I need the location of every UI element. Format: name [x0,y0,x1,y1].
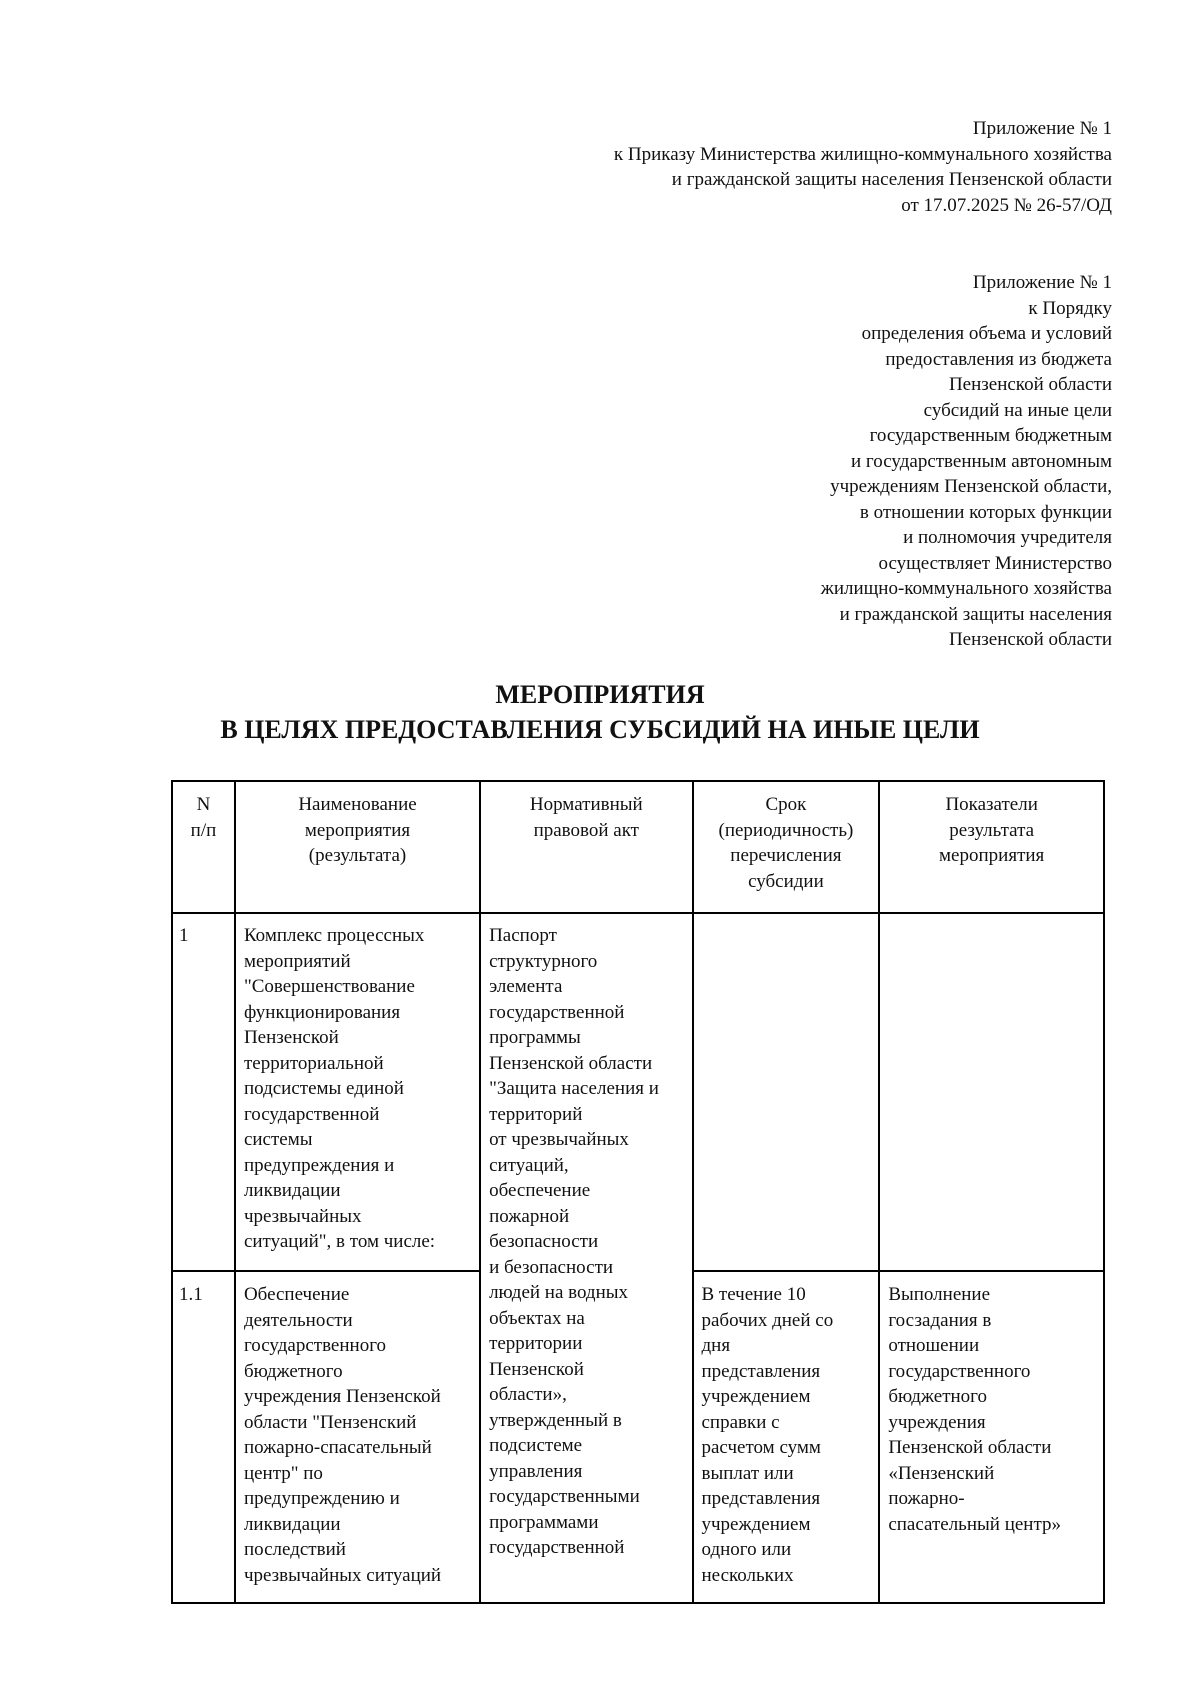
text-line: рабочих дней со [701,1309,834,1331]
text-line: от чрезвычайных [489,1129,629,1150]
text-line: Пензенской области [948,629,1112,650]
text-line: ситуаций, [489,1154,569,1176]
text-line: пожарно-спасательный [243,1437,432,1458]
text-line: Обеспечение [243,1284,350,1305]
text-line: государственного [888,1360,1031,1382]
text-line: территориальной [243,1052,384,1074]
text-line: предупреждению и [243,1488,400,1509]
text-line: субсидий на иные цели [923,399,1112,421]
text-line: "Совершенствование [243,976,415,997]
text-line: программами [489,1511,599,1533]
text-line: Наименование [298,794,417,815]
text-line: выплат или [701,1462,794,1484]
text-line: структурного [489,950,598,972]
text-line: подсистемы единой [243,1078,404,1099]
text-line: предоставления из бюджета [885,348,1112,370]
header-term [693,781,880,913]
text-line: перечисления [730,845,842,866]
text-line: государственной [489,1001,625,1023]
text-line: подсистеме [489,1435,583,1456]
text-line: "Защита населения и [489,1078,659,1099]
text-line: и государственным автономным [851,450,1112,472]
text-line: обеспечение [489,1180,591,1201]
document-title [0,677,1200,747]
text-line: Нормативный [529,794,643,815]
title-line-1: МЕРОПРИЯТИЯ [495,680,705,709]
text-line: программы [489,1027,581,1048]
measures-table [171,780,1105,1604]
text-line: (периодичность) [718,819,854,841]
text-line: Пензенской [243,1027,339,1048]
text-line: представления [701,1488,821,1509]
text-line: ситуаций", в том числе: [243,1231,436,1252]
text-line: объектах на [489,1307,585,1329]
text-line: учреждениям Пензенской области, [830,476,1112,497]
text-line: Показатели [945,794,1038,815]
text-line: чрезвычайных ситуаций [243,1564,442,1586]
text-line: правовой акт [533,819,639,841]
text-line: госзадания в [888,1309,992,1331]
text-line: Приложение № 1 [972,118,1112,139]
text-line: управления [489,1460,583,1482]
text-line: государственной [243,1103,380,1125]
text-line: бюджетного [888,1386,987,1407]
text-line: N [196,794,211,815]
text-line: и гражданской защиты населения Пензенской области [671,169,1112,190]
text-line: представления [701,1360,821,1382]
header-measure-name [235,781,480,913]
text-line: «Пензенский [888,1462,995,1484]
procedure-appendix-note [821,270,1112,653]
text-line: к Приказу Министерства жилищно-коммунального хозяйства [613,143,1112,165]
text-line: жилищно-коммунального хозяйства [820,578,1112,599]
text-line: мероприятия [939,845,1045,866]
text-line: в отношении которых функции [859,501,1112,523]
text-line: бюджетного [243,1360,343,1382]
text-line: мероприятия [304,819,411,841]
text-line: Выполнение [888,1284,991,1305]
text-line: пожарно- [888,1488,965,1509]
row-legal-act [480,913,692,1603]
text-line: Пензенской области [489,1052,653,1074]
text-line: п/п [190,819,217,841]
text-line: утвержденный в [489,1409,622,1431]
row-indicators [879,913,1104,1271]
text-line: Пензенской области [948,374,1112,395]
text-line: Пензенской [489,1358,584,1380]
header-number [172,781,235,913]
title-line-2: В ЦЕЛЯХ ПРЕДОСТАВЛЕНИЯ СУБСИДИЙ НА ИНЫЕ ЦЕЛИ [220,715,980,744]
text-line: Срок [765,794,807,815]
text-line: определения объема и условий [861,323,1112,344]
text-line: чрезвычайных [243,1205,362,1227]
text-line: учреждения [888,1411,986,1433]
table-row [172,913,1104,1271]
text-line: расчетом сумм [701,1437,821,1458]
text-line: безопасности [489,1231,599,1252]
text-line: и гражданской защиты населения [839,603,1112,625]
text-line: Комплекс процессных [243,925,425,946]
text-line: ликвидации [243,1180,341,1201]
text-line: осуществляет Министерство [878,552,1112,574]
text-line: В течение 10 [701,1284,806,1305]
text-line: элемента [489,976,563,997]
text-line: учреждения Пензенской [243,1386,441,1407]
text-line: людей на водных [489,1282,629,1303]
text-line: области», [489,1384,567,1405]
text-line: спасательный центр» [888,1513,1062,1535]
text-line: дня [701,1335,731,1356]
text-line: и безопасности [489,1256,614,1278]
text-line: к Порядку [1028,297,1112,319]
text-line: области "Пензенский [243,1411,417,1433]
row-number: 1.1 [172,1271,235,1603]
text-line: государственного [243,1335,387,1356]
text-line: ликвидации [243,1513,341,1535]
text-line: пожарной [489,1205,570,1227]
text-line: учреждением [701,1386,811,1407]
text-line: государственными [489,1486,640,1507]
text-line: нескольких [701,1564,794,1586]
order-appendix-note [614,116,1112,218]
text-line: Пензенской области [888,1437,1052,1458]
table-header-row [172,781,1104,913]
text-line: справки с [701,1411,780,1433]
text-line: территории [489,1333,583,1354]
text-line: учреждением [701,1513,811,1535]
row-measure-name [235,1271,480,1603]
text-line: одного или [701,1539,792,1560]
text-line: государственной [489,1537,625,1558]
text-line: (результата) [308,845,407,866]
text-line: субсидии [748,870,824,892]
text-line: государственным бюджетным [869,425,1112,446]
text-line: последствий [243,1539,346,1560]
text-line: отношении [888,1335,980,1356]
text-line: деятельности [243,1309,353,1331]
text-line: от 17.07.2025 № 26-57/ОД [901,194,1112,216]
row-measure-name [235,913,480,1271]
text-line: Паспорт [489,925,557,946]
row-term [693,913,880,1271]
text-line: системы [243,1129,313,1150]
text-line: центр" по [243,1462,323,1484]
text-line: Приложение № 1 [972,272,1112,293]
text-line: предупреждения и [243,1154,395,1176]
text-line: результата [949,819,1035,841]
text-line: территорий [489,1103,583,1125]
row-indicators [879,1271,1104,1603]
header-legal-act [480,781,692,913]
text-line: мероприятий [243,950,351,972]
row-term [693,1271,880,1603]
text-line: функционирования [243,1001,401,1023]
row-number: 1 [172,913,235,1271]
header-indicators [879,781,1104,913]
text-line: и полномочия учредителя [903,527,1112,548]
